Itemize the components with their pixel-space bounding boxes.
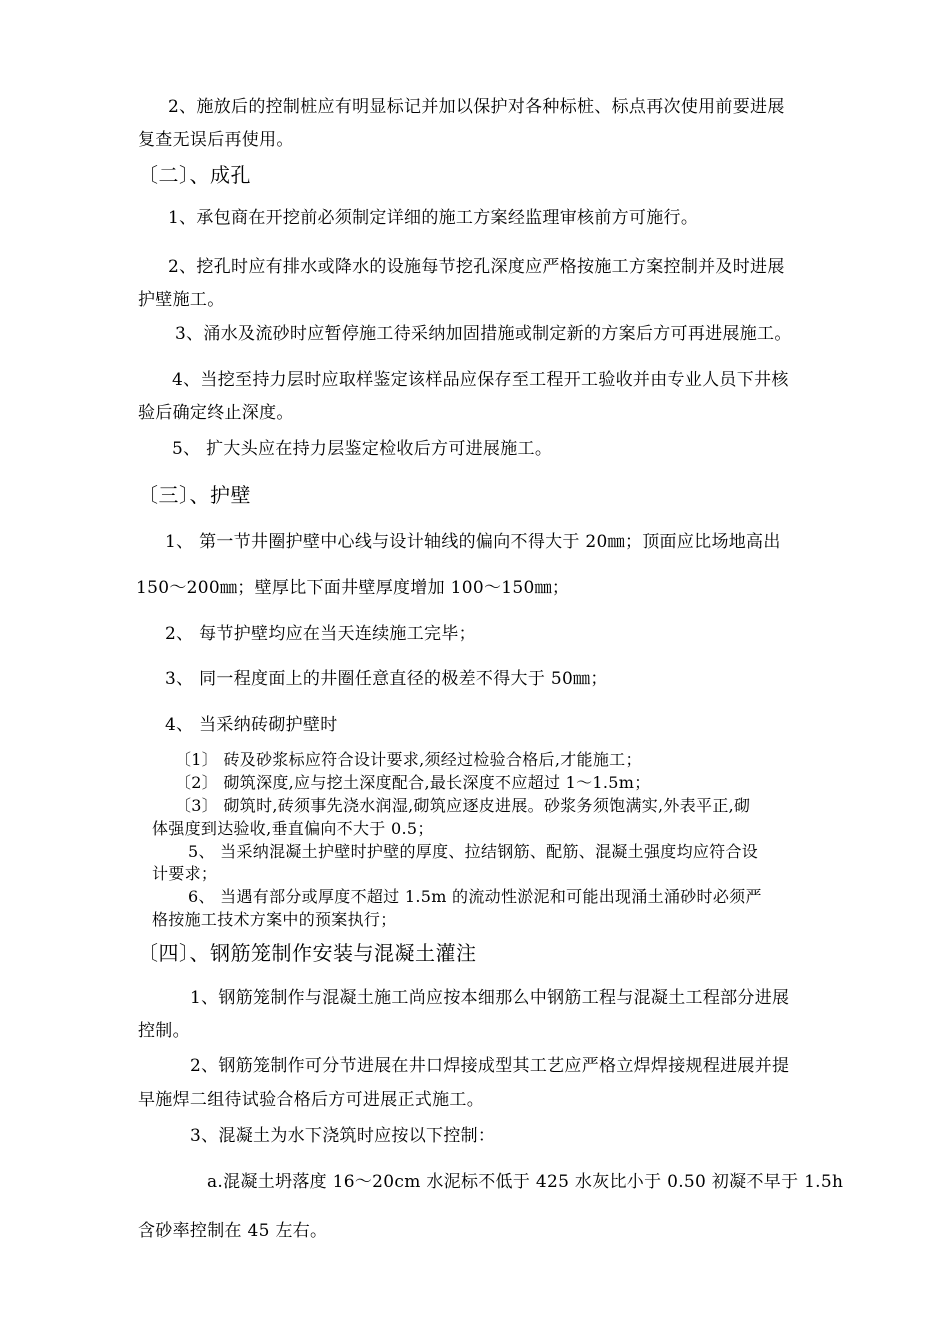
text-line: 〔3〕 砌筑时,砖须事先浇水润湿,砌筑应逐皮进展。砂浆务须饱满实,外表平正,砌 — [175, 796, 751, 815]
text-line: 含砂率控制在 45 左右。 — [138, 1221, 328, 1241]
text-line: 〔2〕 砌筑深度,应与挖土深度配合,最长深度不应超过 1～1.5m； — [175, 773, 651, 792]
text-line: 控制。 — [138, 1021, 190, 1041]
text-line: a.混凝土坍落度 16～20cm 水泥标不低于 425 水灰比小于 0.50 初凝不早于 1.5h — [207, 1172, 844, 1192]
section-heading: 〔四〕、钢筋笼制作安装与混凝土灌注 — [138, 941, 477, 965]
text-line: 格按施工技术方案中的预案执行； — [152, 910, 397, 929]
text-line: 3、混凝土为水下浇筑时应按以下控制： — [190, 1126, 496, 1146]
text-line: 体强度到达验收,垂直偏向不大于 0.5； — [152, 819, 434, 838]
text-line: 3、涌水及流砂时应暂停施工待采纳加固措施或制定新的方案后方可再进展施工。 — [175, 324, 792, 344]
text-line: 4、 当采纳砖砌护壁时 — [165, 715, 338, 735]
text-line: 1、 第一节井圈护壁中心线与设计轴线的偏向不得大于 20㎜；顶面应比场地高出 — [165, 532, 781, 552]
text-line: 4、当挖至持力层时应取样鉴定该样品应保存至工程开工验收并由专业人员下井核 — [172, 370, 789, 390]
text-line: 1、钢筋笼制作与混凝土施工尚应按本细那么中钢筋工程与混凝土工程部分进展 — [190, 988, 790, 1008]
text-line: 5、 当采纳混凝土护壁时护壁的厚度、拉结钢筋、配筋、混凝土强度均应符合设 — [188, 842, 759, 861]
text-line: 2、施放后的控制桩应有明显标记并加以保护对各种标桩、标点再次使用前要进展 — [168, 97, 785, 117]
text-line: 2、 每节护壁均应在当天连续施工完毕； — [165, 624, 476, 644]
text-line: 2、挖孔时应有排水或降水的设施每节挖孔深度应严格按施工方案控制并及时进展 — [168, 257, 785, 277]
text-line: 2、钢筋笼制作可分节进展在井口焊接成型其工艺应严格立焊焊接规程进展并提 — [190, 1056, 790, 1076]
text-line: 验后确定终止深度。 — [138, 403, 294, 423]
text-line: 1、承包商在开挖前必须制定详细的施工方案经监理审核前方可施行。 — [168, 208, 699, 228]
text-line: 3、 同一程度面上的井圈任意直径的极差不得大于 50㎜； — [165, 669, 608, 689]
text-line: 150～200㎜；壁厚比下面井壁厚度增加 100～150㎜； — [136, 578, 570, 598]
text-line: 〔1〕 砖及砂浆标应符合设计要求,须经过检验合格后,才能施工； — [175, 750, 642, 769]
text-line: 6、 当遇有部分或厚度不超过 1.5m 的流动性淤泥和可能出现涌土涌砂时必须严 — [188, 887, 762, 906]
text-line: 早施焊二组待试验合格后方可进展正式施工。 — [138, 1090, 484, 1110]
section-heading: 〔三〕、护壁 — [138, 483, 251, 507]
text-line: 复查无误后再使用。 — [138, 130, 294, 150]
text-line: 计要求； — [152, 864, 218, 883]
text-line: 5、 扩大头应在持力层鉴定检收后方可进展施工。 — [172, 439, 553, 459]
section-heading: 〔二〕、成孔 — [138, 163, 251, 187]
text-line: 护壁施工。 — [138, 290, 225, 310]
